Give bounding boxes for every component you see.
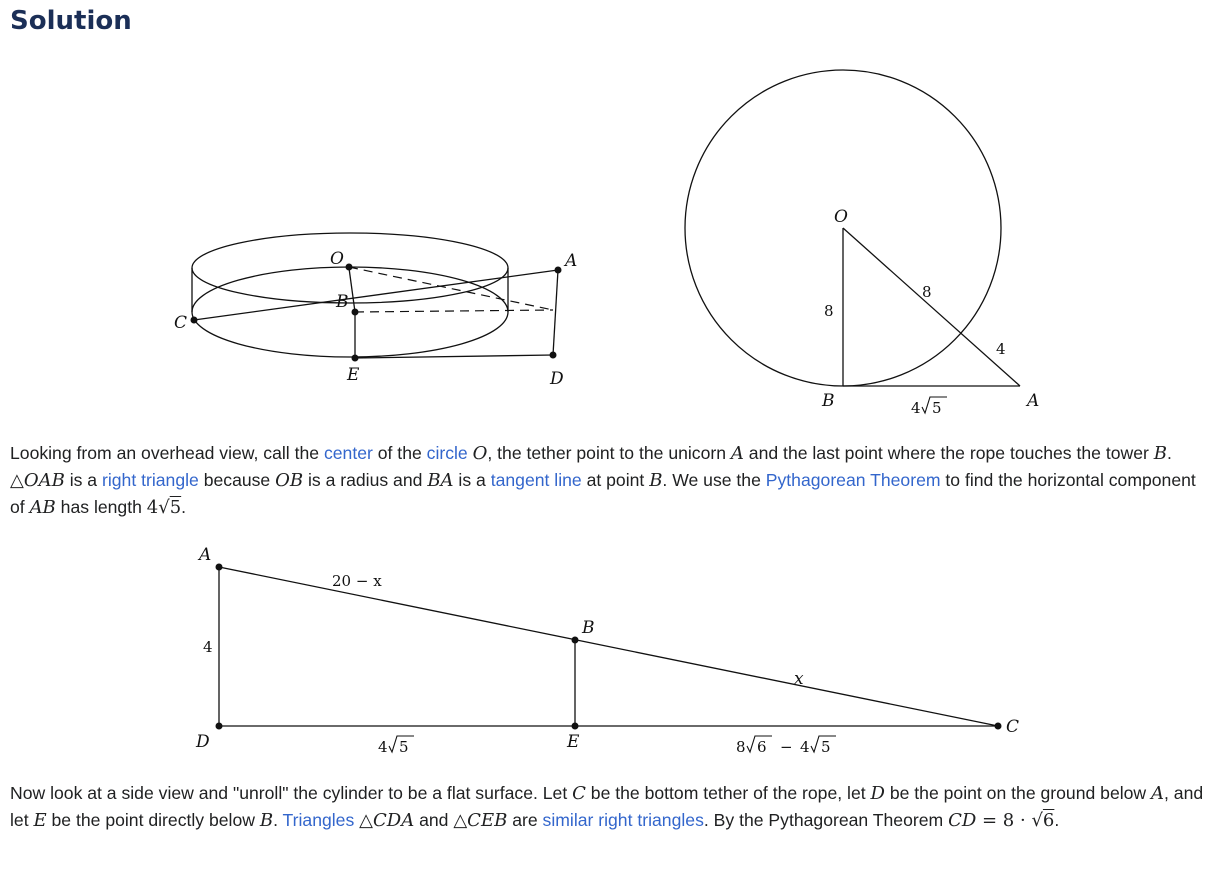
fig2-label-B: B <box>822 391 835 411</box>
fig3-length-AD: 4 <box>203 638 213 656</box>
solution-heading: Solution <box>10 6 132 36</box>
fig3-length-BC: x <box>794 669 804 689</box>
link-triangles[interactable]: Triangles <box>282 810 355 830</box>
svg-text:5: 5 <box>399 738 409 756</box>
svg-text:8: 8 <box>736 738 746 756</box>
fig1-label-B: B <box>336 292 349 312</box>
side-view-explanation: Now look at a side view and "unroll" the cylinder to be a flat surface. Let C be the bottom tether of the rope, let D be the point on the ground below A, and let E be the point directly below B. Triangles △CDA and △CEB are similar right triangles. By the Pythagorean Theorem CD = 8 · √6. <box>10 783 1204 831</box>
svg-text:4: 4 <box>378 738 388 756</box>
svg-text:4: 4 <box>911 399 921 417</box>
fig2-label-A: A <box>1027 391 1040 411</box>
fig1-label-A: A <box>565 251 578 271</box>
fig3-label-C: C <box>1006 717 1020 737</box>
link-right-triangle[interactable]: right triangle <box>101 470 199 490</box>
overhead-explanation: Looking from an overhead view, call the center of the circle O, the tether point to the unicorn A and the last point where the rope touches the tower B. △OAB is a right triangle because OB is a radius and BA is a tangent line at point B. We use the Pythagorean Theorem to find the horizontal component of AB has length 4√5. <box>10 443 1196 518</box>
fig1-label-E: E <box>347 365 360 385</box>
svg-text:5: 5 <box>821 738 831 756</box>
fig3-label-B: B <box>582 618 595 638</box>
fig2-label-O: O <box>834 207 848 227</box>
fig3-label-D: D <box>196 732 210 752</box>
fig1-label-D: D <box>550 369 564 389</box>
link-tangent-line[interactable]: tangent line <box>490 470 582 490</box>
fig2-length-OA: 8 <box>922 283 932 301</box>
fig3-label-E: E <box>567 732 580 752</box>
fig2-length-extension: 4 <box>996 340 1006 358</box>
link-pythagorean-theorem[interactable]: Pythagorean Theorem <box>765 470 941 490</box>
svg-text:5: 5 <box>932 399 942 417</box>
svg-text:4: 4 <box>800 738 810 756</box>
fig3-label-A: A <box>199 545 212 565</box>
segment-A-C <box>219 567 998 726</box>
svg-text:6: 6 <box>757 738 767 756</box>
link-circle[interactable]: circle <box>426 443 468 463</box>
fig1-label-C: C <box>174 313 188 333</box>
fig1-label-O: O <box>330 249 344 269</box>
fig3-length-DE <box>378 736 414 756</box>
fig3-length-EC <box>736 736 836 756</box>
link-similar-right-triangles[interactable]: similar right triangles <box>542 810 704 830</box>
fig2-length-OB: 8 <box>824 302 834 320</box>
svg-text:−: − <box>780 738 793 756</box>
link-center[interactable]: center <box>323 443 373 463</box>
fig3-length-AB: 20 − x <box>332 572 382 590</box>
